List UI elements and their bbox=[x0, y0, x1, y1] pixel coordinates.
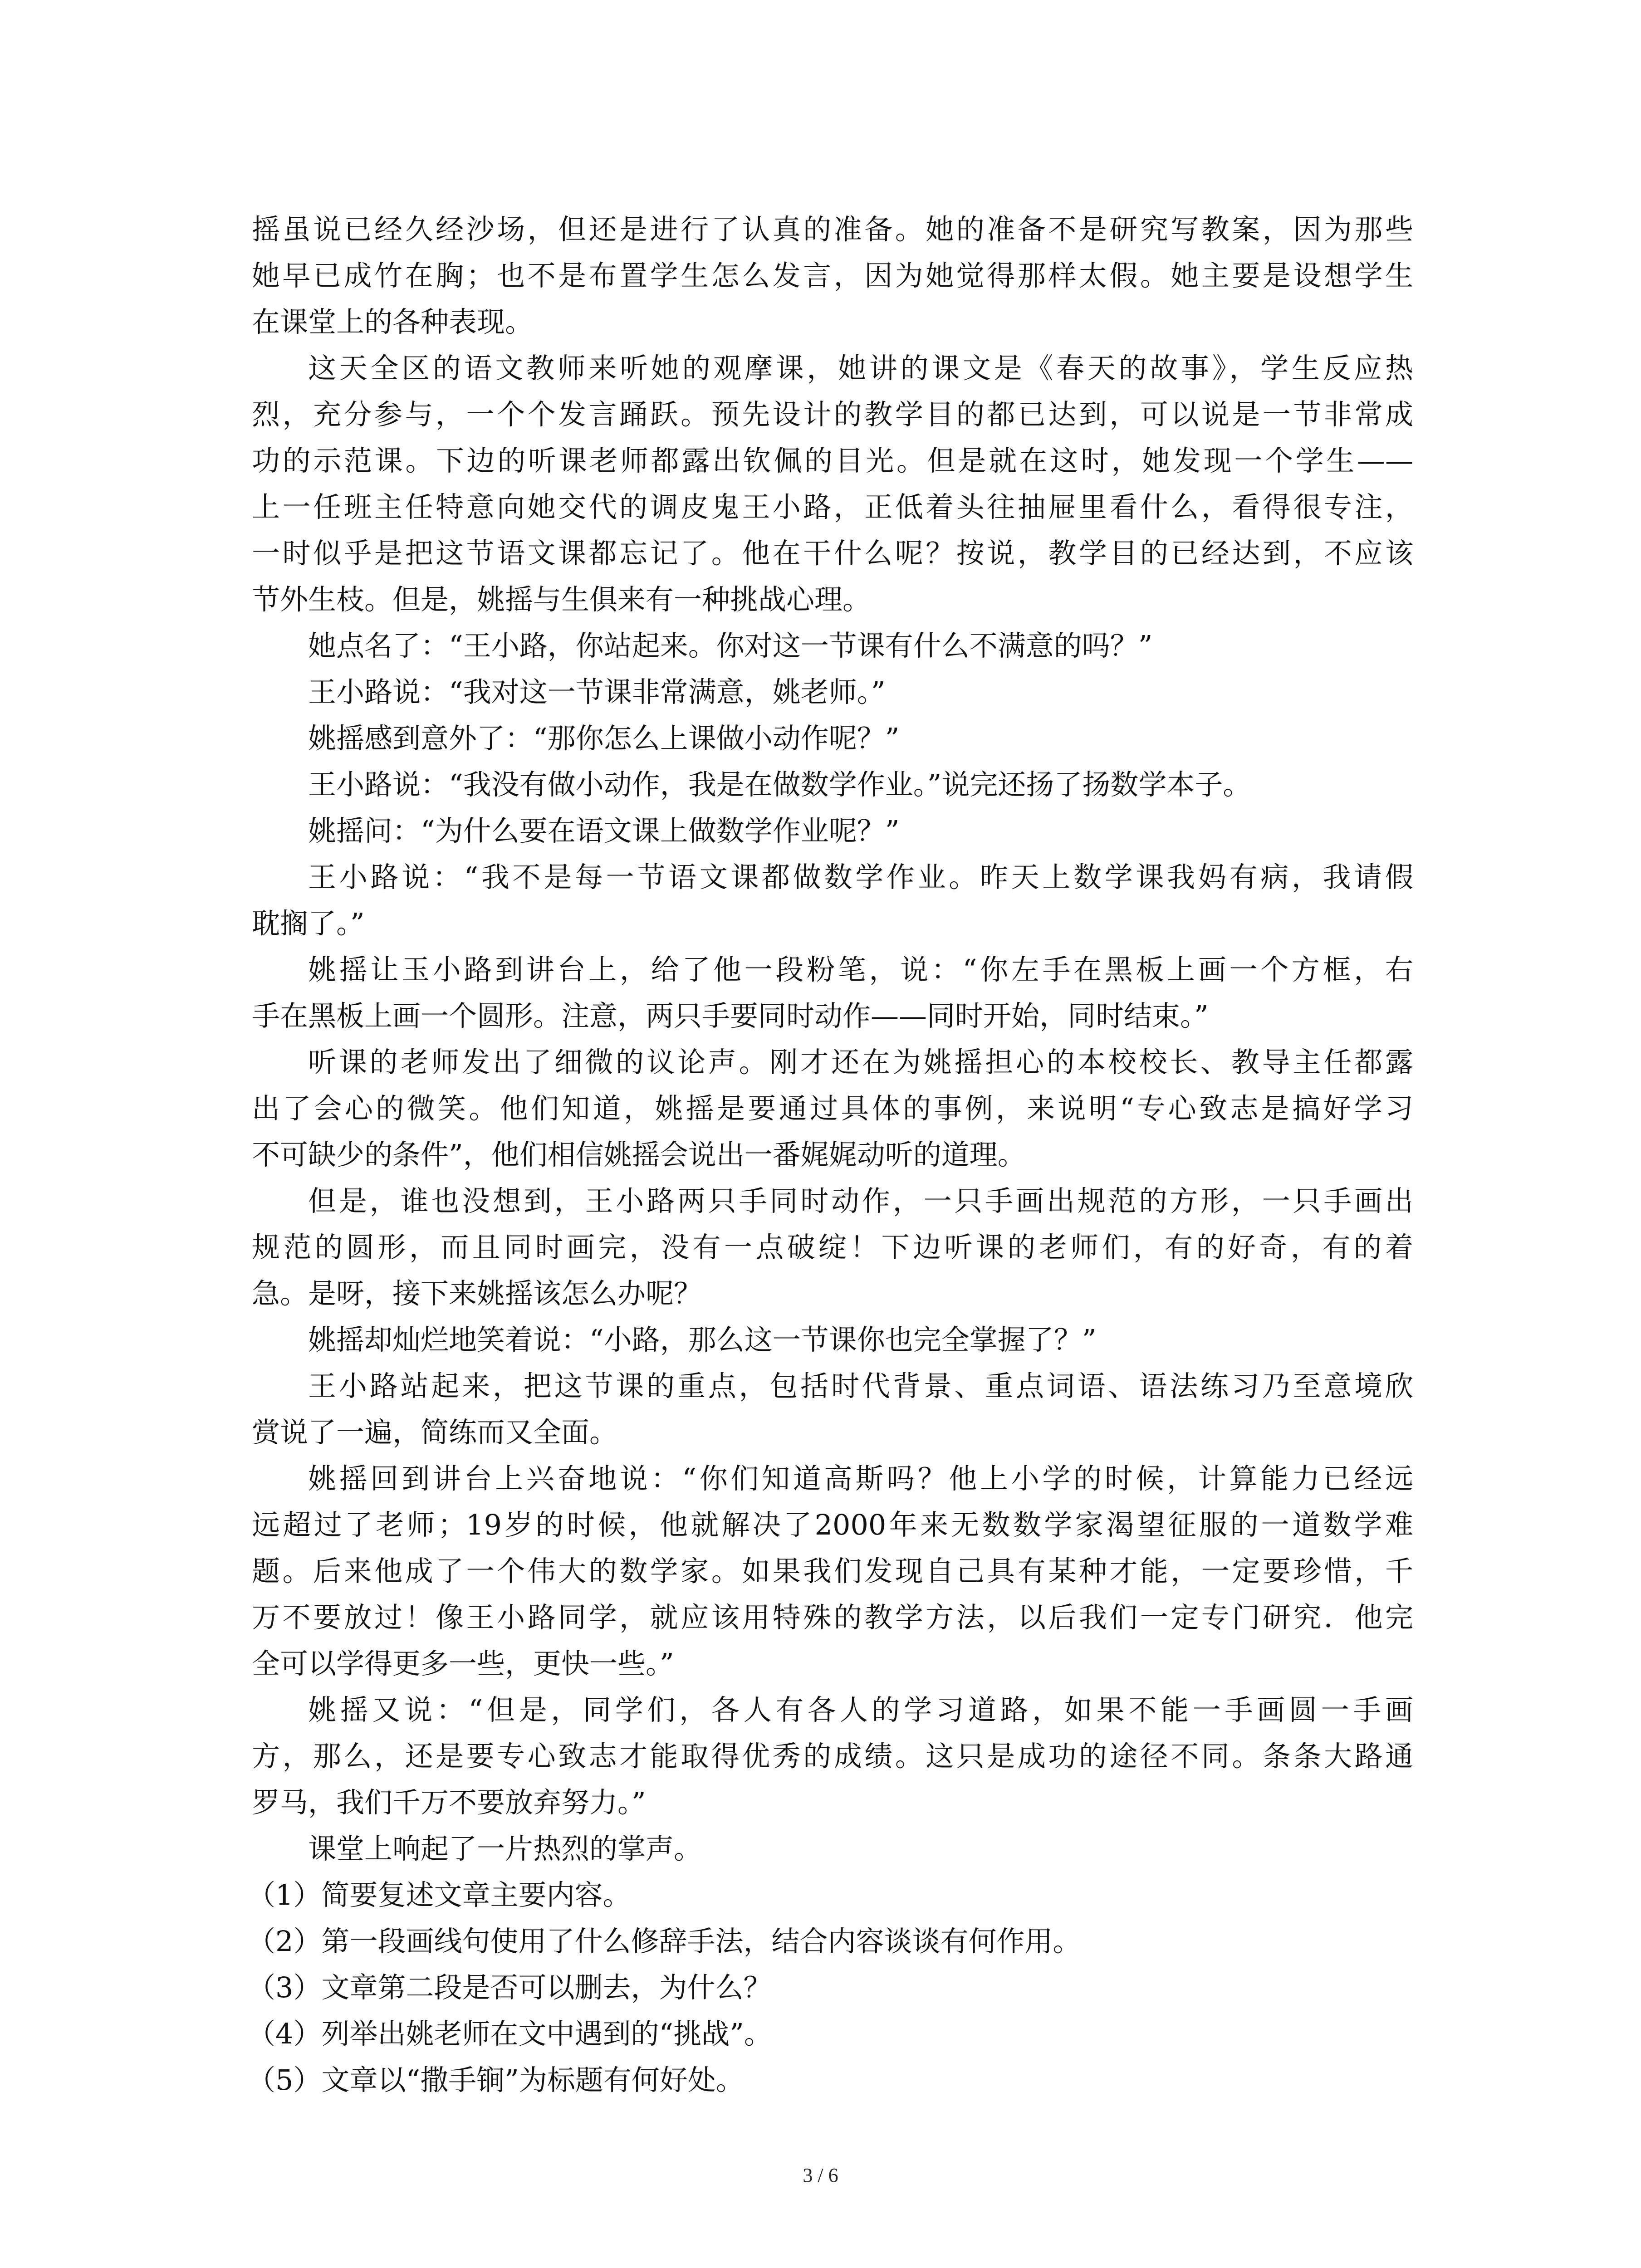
text-line: 赏说了一遍，简练而又全面。 bbox=[252, 1416, 618, 1449]
text-line: 这天全区的语文教师来听她的观摩课，她讲的课文是《春天的故事》，学生反应热 bbox=[308, 352, 1413, 385]
text-line: 她点名了：“王小路，你站起来。你对这一节课有什么不满意的吗？” bbox=[308, 629, 1153, 662]
question-item: （4）列举出姚老师在文中遇到的“挑战”。 bbox=[247, 2017, 772, 2050]
article-body bbox=[247, 206, 1413, 2103]
paragraph-3 bbox=[252, 623, 1413, 669]
paragraph-1 bbox=[252, 206, 1413, 345]
text-line: 手在黑板上画一个圆形。注意，两只手要同时动作——同时开始，同时结束。” bbox=[252, 999, 1209, 1032]
text-line: 一时似乎是把这节语文课都忘记了。他在干什么呢？按说，教学目的已经达到，不应该 bbox=[252, 537, 1413, 570]
text-line: 急。是呀，接下来姚摇该怎么办呢？ bbox=[252, 1277, 702, 1310]
paragraph-8 bbox=[252, 854, 1413, 947]
question-item: （3）文章第二段是否可以删去，为什么？ bbox=[247, 1971, 772, 2004]
text-line: 姚摇感到意外了：“那你怎么上课做小动作呢？” bbox=[308, 722, 900, 755]
paragraph-11 bbox=[252, 1178, 1413, 1317]
text-line: 规范的圆形，而且同时画完，没有一点破绽！下边听课的老师们，有的好奇，有的着 bbox=[252, 1231, 1413, 1264]
paragraph-7 bbox=[252, 808, 1413, 854]
text-line: 姚摇却灿烂地笑着说：“小路，那么这一节课你也完全掌握了？” bbox=[308, 1323, 1097, 1356]
question-item: （1）简要复述文章主要内容。 bbox=[247, 1878, 631, 1911]
text-line: 出了会心的微笑。他们知道，姚摇是要通过具体的事例，来说明“专心致志是搞好学习 bbox=[252, 1092, 1413, 1125]
text-line: 但是，谁也没想到，王小路两只手同时动作，一只手画出规范的方形，一只手画出 bbox=[308, 1184, 1413, 1217]
text-line: 节外生枝。但是，姚摇与生俱来有一种挑战心理。 bbox=[252, 583, 871, 616]
text-line: 题。后来他成了一个伟大的数学家。如果我们发现自己具有某种才能，一定要珍惜，千 bbox=[252, 1554, 1413, 1588]
paragraph-6 bbox=[252, 762, 1413, 808]
paragraph-15 bbox=[252, 1687, 1413, 1826]
paragraph-14 bbox=[252, 1456, 1413, 1687]
page-number: 3 / 6 bbox=[803, 2164, 838, 2186]
text-line: 课堂上响起了一片热烈的掌声。 bbox=[308, 1832, 702, 1865]
paragraph-10 bbox=[252, 1039, 1413, 1178]
text-line: 方，那么，还是要专心致志才能取得优秀的成绩。这只是成功的途径不同。条条大路通 bbox=[252, 1740, 1413, 1773]
text-line: 摇虽说已经久经沙场，但还是进行了认真的准备。她的准备不是研究写教案，因为那些 bbox=[252, 213, 1413, 246]
text-line: 不可缺少的条件”，他们相信姚摇会说出一番娓娓动听的道理。 bbox=[252, 1138, 1026, 1171]
paragraph-12 bbox=[252, 1317, 1413, 1363]
text-line: 姚摇又说：“但是，同学们，各人有各人的学习道路，如果不能一手画圆一手画 bbox=[308, 1693, 1413, 1726]
paragraph-13 bbox=[252, 1363, 1413, 1456]
text-line: 姚摇问：“为什么要在语文课上做数学作业呢？” bbox=[308, 814, 900, 847]
text-line: 功的示范课。下边的听课老师都露出钦佩的目光。但是就在这时，她发现一个学生—— bbox=[252, 444, 1413, 477]
text-line: 上一任班主任特意向她交代的调皮鬼王小路，正低着头往抽屉里看什么，看得很专注， bbox=[252, 490, 1413, 523]
paragraph-5 bbox=[252, 715, 1413, 762]
text-line: 烈，充分参与，一个个发言踊跃。预先设计的教学目的都已达到，可以说是一节非常成 bbox=[252, 398, 1413, 431]
paragraph-9 bbox=[252, 947, 1413, 1039]
text-line: 姚摇回到讲台上兴奋地说：“你们知道高斯吗？他上小学的时候，计算能力已经远 bbox=[308, 1462, 1413, 1495]
paragraph-4 bbox=[252, 669, 1413, 715]
paragraph-16 bbox=[252, 1826, 1413, 1872]
text-line: 听课的老师发出了细微的议论声。刚才还在为姚摇担心的本校校长、教导主任都露 bbox=[308, 1046, 1413, 1079]
text-line: 王小路说：“我不是每一节语文课都做数学作业。昨天上数学课我妈有病，我请假 bbox=[308, 860, 1413, 894]
text-line: 王小路说：“我没有做小动作，我是在做数学作业。”说完还扬了扬数学本子。 bbox=[308, 768, 1251, 801]
text-line: 在课堂上的各种表现。 bbox=[252, 305, 534, 338]
text-line: 全可以学得更多一些，更快一些。” bbox=[252, 1647, 674, 1680]
text-line: 姚摇让玉小路到讲台上，给了他一段粉笔，说：“你左手在黑板上画一个方框，右 bbox=[308, 953, 1413, 986]
text-line: 王小路站起来，把这节课的重点，包括时代背景、重点词语、语法练习乃至意境欣 bbox=[308, 1369, 1413, 1403]
text-line: 罗马，我们千万不要放弃努力。” bbox=[252, 1786, 646, 1819]
question-item: （5）文章以“撒手锏”为标题有何好处。 bbox=[247, 2063, 744, 2097]
paragraph-2 bbox=[252, 345, 1413, 623]
text-line: 她早已成竹在胸；也不是布置学生怎么发言，因为她觉得那样太假。她主要是设想学生 bbox=[252, 259, 1413, 292]
question-item: （2）第一段画线句使用了什么修辞手法，结合内容谈谈有何作用。 bbox=[247, 1925, 1081, 1958]
text-line: 万不要放过！像王小路同学，就应该用特殊的教学方法，以后我们一定专门研究．他完 bbox=[252, 1601, 1413, 1634]
question-list bbox=[247, 1872, 1413, 2103]
text-line: 耽搁了。” bbox=[252, 907, 365, 940]
text-line: 远超过了老师；19岁的时候，他就解决了2000年来无数数学家渴望征服的一道数学难 bbox=[252, 1508, 1413, 1541]
text-line: 王小路说：“我对这一节课非常满意，姚老师。” bbox=[308, 675, 886, 709]
